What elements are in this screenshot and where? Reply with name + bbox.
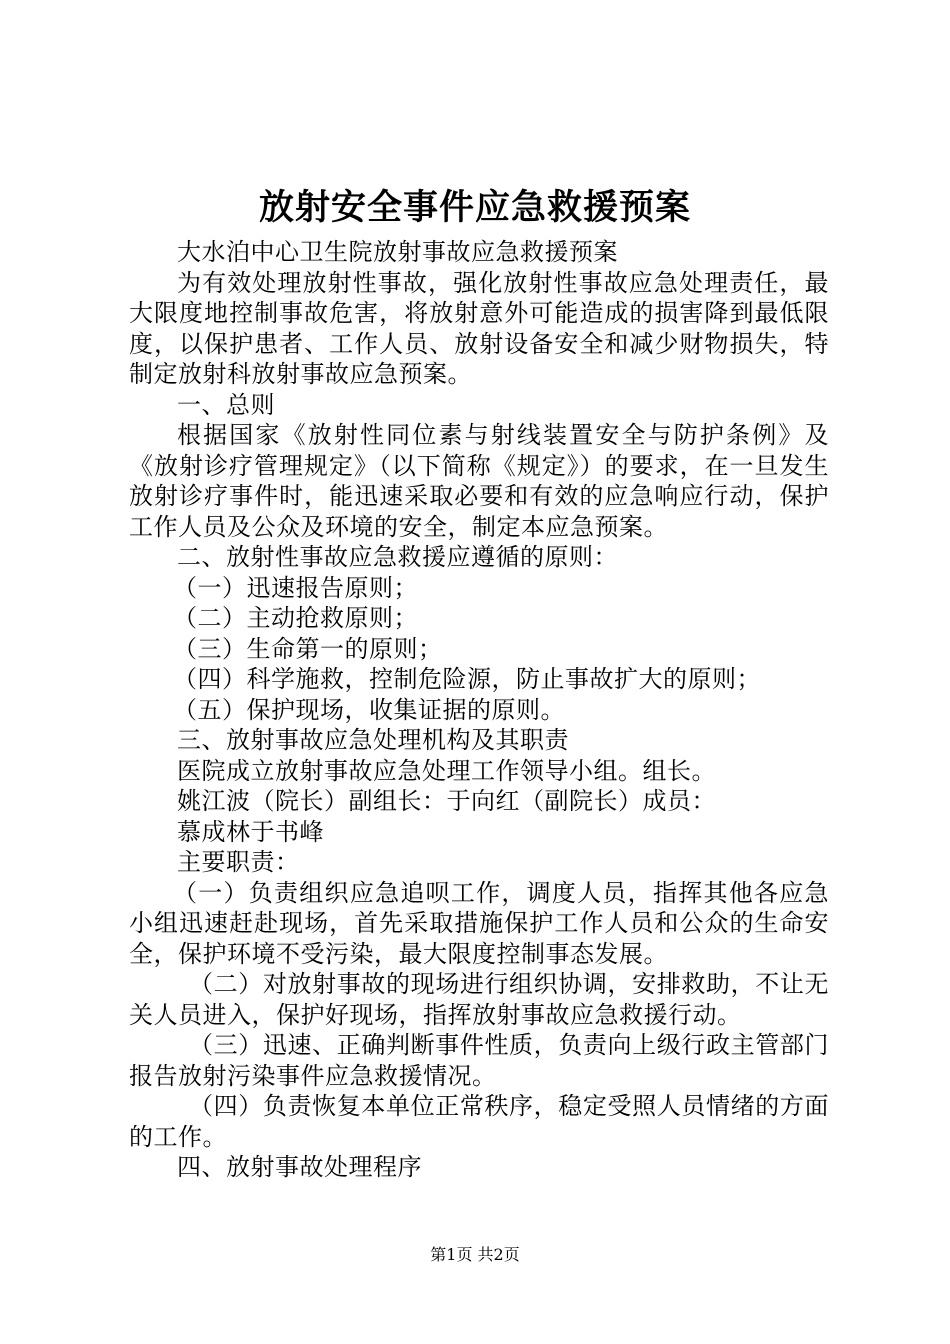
duties-heading: 主要职责： [177,848,300,876]
principle-item: （五）保护现场，收集证据的原则。 [173,695,565,724]
purpose-paragraph: 为有效处理放射性事故，强化放射性事故应急处理责任，最大限度地控制事故危害，将放射意外可能造成的损害降到最低限度，以保护患者、工作人员、放射设备安全和减少财物损失，特制定放射科放射事故应急预案。 [129,268,829,388]
section-heading-general: 一、总则 [177,390,275,419]
section-heading-procedure: 四、放射事故处理程序 [177,1153,422,1181]
duty-item: （三）迅速、正确判断事件性质，负责向上级行政主管部门报告放射污染事件应急救援情况。 [129,1031,829,1090]
principle-item: （二）主动抢救原则； [173,604,418,632]
principle-item: （四）科学施救，控制危险源，防止事故扩大的原则； [173,665,761,693]
organization-paragraph: 医院成立放射事故应急处理工作领导小组。组长。 [177,756,716,785]
duty-item: （二）对放射事故的现场进行组织协调，安排救助，不让无关人员进入，保护好现场，指挥放射事故应急救援行动。 [129,970,829,1029]
section-heading-organization: 三、放射事故应急处理机构及其职责 [177,726,569,754]
general-paragraph: 根据国家《放射性同位素与射线装置安全与防护条例》及《放射诊疗管理规定》（以下简称《规定》）的要求，在一旦发生放射诊疗事件时，能迅速采取必要和有效的应急响应行动，保护工作人员及公众及环境的安全，制定本应急预案。 [129,421,829,541]
section-heading-principles: 二、放射性事故应急救援应遵循的原则： [177,543,618,571]
document-body [129,237,829,1183]
leaders-paragraph: 姚江波（院长）副组长：于向红（副院长）成员： [177,787,716,815]
duty-item: （一）负责组织应急追呗工作，调度人员，指挥其他各应急小组迅速赶赴现场，首先采取措施保护工作人员和公众的生命安全，保护环境不受污染，最大限度控制事态发展。 [129,878,829,968]
subtitle-paragraph: 大水泊中心卫生院放射事故应急救援预案 [177,238,618,266]
page-footer: 第1页 共2页 [430,1245,520,1264]
members-paragraph: 慕成林于书峰 [177,817,324,846]
principle-item: （三）生命第一的原则； [173,634,443,663]
document-title: 放射安全事件应急救援预案 [258,187,691,228]
principle-item: （一）迅速报告原则； [173,573,418,602]
duty-item: （四）负责恢复本单位正常秩序，稳定受照人员情绪的方面的工作。 [129,1092,829,1151]
